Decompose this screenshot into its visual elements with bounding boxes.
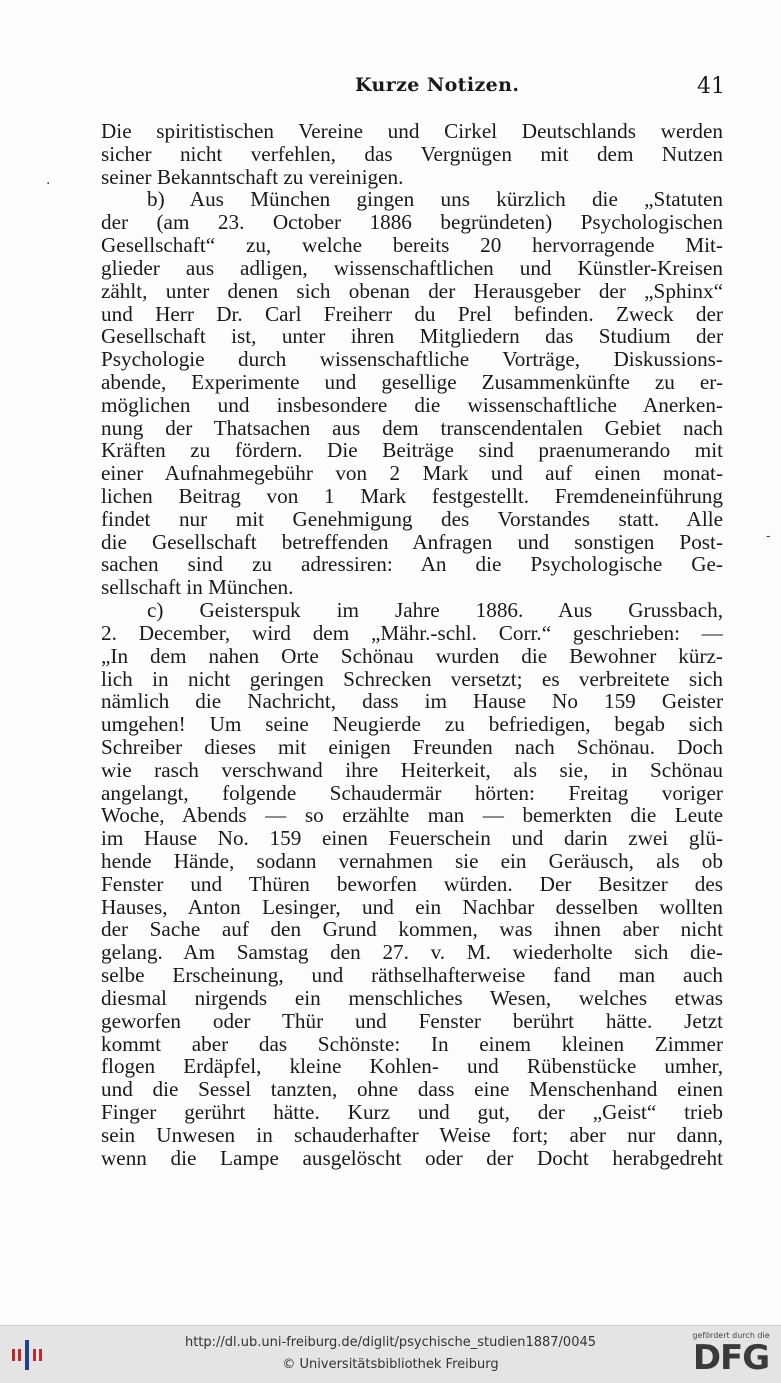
text-line: der Sache auf den Grund kommen, was ihnen aber nicht	[101, 917, 723, 942]
text-line: kommt aber das Schönste: In einem kleinen Zimmer	[101, 1031, 723, 1056]
text-line: zählt, unter denen sich obenan der Herausgeber der „Sphinx“	[101, 278, 723, 303]
text-line: nung der Thatsachen aus dem transcendentalen Gebiet nach	[101, 415, 723, 440]
text-line: die Gesellschaft betreffenden Anfragen und sonstigen Post-	[101, 529, 723, 554]
text-line: b) Aus München gingen uns kürzlich die „Statuten	[147, 187, 723, 212]
text-line: c) Geisterspuk im Jahre 1886. Aus Grussbach,	[147, 598, 723, 623]
text-line: gelang. Am Samstag den 27. v. M. wiederholte sich die-	[101, 940, 723, 965]
text-line: Schreiber dieses mit einigen Freunden nach Schönau. Doch	[101, 734, 723, 759]
margin-dot-mark: ·	[46, 176, 51, 192]
text-line: der (am 23. October 1886 begründeten) Psychologischen	[101, 210, 723, 235]
text-line: selbe Erscheinung, und räthselhafterweise fand man auch	[101, 963, 723, 988]
dfg-caption: gefördert durch die	[692, 1331, 770, 1340]
page-number: 41	[697, 74, 725, 99]
text-line: abende, Experimente und gesellige Zusammenkünfte zu er-	[101, 369, 723, 394]
text-line: geworfen oder Thür und Fenster berührt hätte. Jetzt	[101, 1008, 723, 1033]
text-line: wenn die Lampe ausgelöscht oder der Docht herabgedreht	[101, 1145, 723, 1170]
text-line: seiner Bekanntschaft zu vereinigen.	[101, 164, 404, 189]
viewer-footer	[0, 1325, 781, 1383]
text-line: sicher nicht verfehlen, das Vergnügen mit dem Nutzen	[101, 141, 723, 166]
text-line: lich in nicht geringen Schrecken versetzt; es verbreitete sich	[101, 666, 723, 691]
text-line: Kräften zu fördern. Die Beiträge sind praenumerando mit	[101, 438, 723, 463]
text-line: möglichen und insbesondere die wissenschaftliche Anerken-	[101, 392, 723, 417]
text-line: einer Aufnahmegebühr von 2 Mark und auf einen monat-	[101, 461, 723, 486]
margin-dash-mark: -	[766, 528, 771, 544]
body-text	[101, 120, 723, 1169]
text-line: sein Unwesen in schauderhafter Weise fort; aber nur dann,	[101, 1122, 723, 1147]
text-line: flogen Erdäpfel, kleine Kohlen- und Rübenstücke umher,	[101, 1054, 723, 1079]
dfg-logo-text: DFG	[692, 1338, 770, 1378]
text-line: und Herr Dr. Carl Freiherr du Prel befinden. Zweck der	[101, 301, 723, 326]
copyright-text: © Universitätsbibliothek Freiburg	[282, 1357, 499, 1372]
text-line: und die Sessel tanzten, ohne dass eine Menschenhand einen	[101, 1077, 723, 1102]
text-line: Die spiritistischen Vereine und Cirkel Deutschlands werden	[101, 119, 723, 143]
text-line: glieder aus adligen, wissenschaftlichen und Künstler-Kreisen	[101, 255, 723, 280]
text-line: wie rasch verschwand ihre Heiterkeit, als sie, in Schönau	[101, 757, 723, 782]
dfg-sponsor-logo[interactable]	[688, 1331, 774, 1379]
text-line: Gesellschaft ist, unter ihren Mitgliedern das Studium der	[101, 324, 723, 349]
text-line: sachen sind zu adressiren: An die Psychologische Ge-	[101, 552, 723, 577]
running-title: Kurze Notizen.	[355, 74, 520, 96]
document-url-link[interactable]: http://dl.ub.uni-freiburg.de/diglit/psychische_studien1887/0045	[184, 1335, 597, 1350]
text-line: 2. December, wird dem „Mähr.-schl. Corr.“ geschrieben: —	[101, 620, 723, 645]
text-line: hende Hände, sodann vernahmen sie ein Geräusch, als ob	[101, 849, 723, 873]
text-line: diesmal nirgends ein menschliches Wesen, welches etwas	[101, 985, 723, 1010]
running-head	[0, 74, 781, 104]
text-line: Fenster und Thüren beworfen würden. Der Besitzer des	[101, 871, 723, 896]
text-line: nämlich die Nachricht, dass im Hause No 159 Geister	[101, 689, 723, 714]
text-line: findet nur mit Genehmigung des Vorstandes statt. Alle	[101, 506, 723, 531]
text-line: Woche, Abends — so erzählte man — bemerkten die Leute	[101, 803, 723, 828]
text-line: angelangt, folgende Schaudermär hörten: Freitag voriger	[101, 780, 723, 805]
text-line: Gesellschaft“ zu, welche bereits 20 hervorragende Mit-	[101, 233, 723, 258]
text-line: lichen Beitrag von 1 Mark festgestellt. Fremdeneinführung	[101, 484, 723, 508]
text-line: im Hause No. 159 einen Feuerschein und darin zwei glü-	[101, 826, 723, 851]
text-line: Hauses, Anton Lesinger, und ein Nachbar desselben wollten	[101, 894, 723, 919]
text-line: sellschaft in München.	[101, 575, 294, 600]
text-line: umgehen! Um seine Neugierde zu befriedigen, begab sich	[101, 712, 723, 737]
text-line: „In dem nahen Orte Schönau wurden die Bewohner kürz-	[101, 643, 723, 668]
text-line: Psychologie durch wissenschaftliche Vorträge, Diskussions-	[101, 347, 723, 372]
text-line: Finger gerührt hätte. Kurz und gut, der „Geist“ trieb	[101, 1099, 723, 1124]
